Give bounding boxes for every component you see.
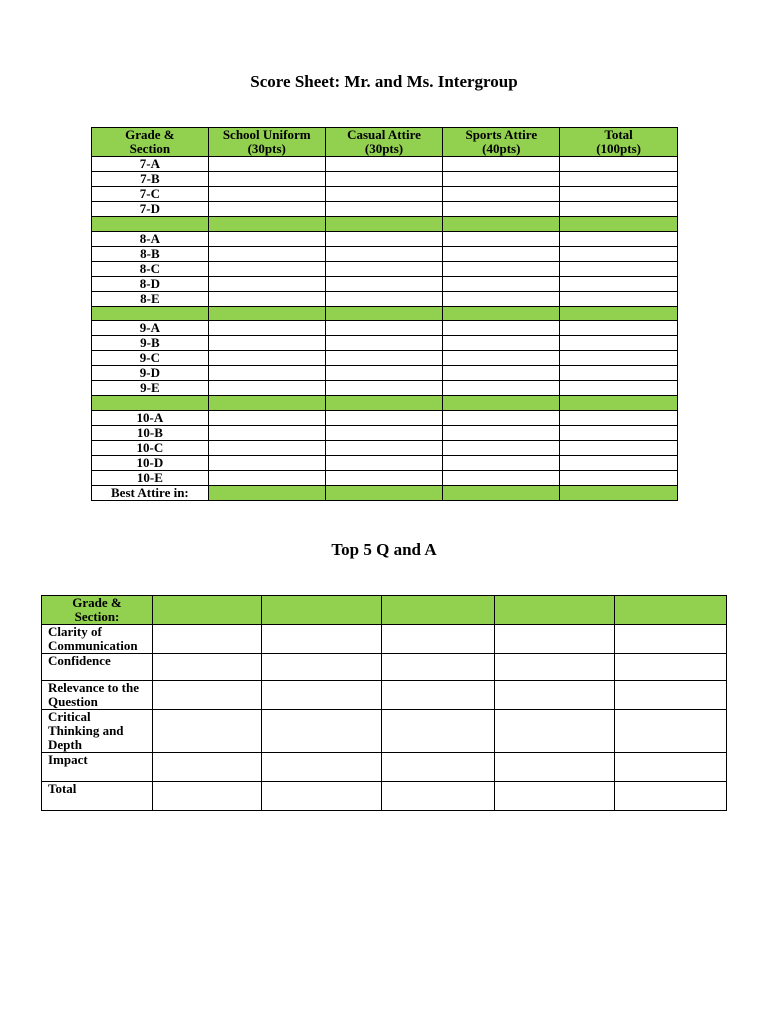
score-cell[interactable]	[560, 246, 678, 261]
section-row	[92, 425, 678, 440]
score-cell[interactable]	[153, 710, 262, 753]
score-cell[interactable]	[443, 321, 560, 336]
score-cell[interactable]	[495, 782, 615, 811]
score-cell[interactable]	[443, 351, 560, 366]
score-cell[interactable]	[560, 291, 678, 306]
score-cell[interactable]	[208, 187, 325, 202]
score-cell[interactable]	[208, 351, 325, 366]
score-cell[interactable]	[443, 172, 560, 187]
score-cell[interactable]	[560, 366, 678, 381]
qa-section-title: Top 5 Q and A	[331, 540, 437, 559]
score-cell[interactable]	[153, 753, 262, 782]
header-cell: Grade & Section:	[42, 596, 153, 625]
score-cell[interactable]	[560, 172, 678, 187]
score-cell[interactable]	[262, 625, 382, 654]
separator-cell	[208, 306, 325, 321]
score-cell[interactable]	[325, 261, 443, 276]
separator-cell	[92, 396, 209, 411]
best-attire-cell[interactable]	[208, 485, 325, 500]
separator-cell	[560, 217, 678, 232]
criteria-row	[42, 681, 727, 710]
separator-cell	[208, 396, 325, 411]
score-cell[interactable]	[325, 321, 443, 336]
score-cell[interactable]	[325, 470, 443, 485]
score-cell[interactable]	[262, 654, 382, 681]
criteria-label: Critical Thinking and Depth	[42, 710, 153, 753]
score-cell[interactable]	[560, 276, 678, 291]
section-row	[92, 187, 678, 202]
score-cell[interactable]	[443, 440, 560, 455]
section-label: 8-D	[92, 276, 209, 291]
score-cell[interactable]	[208, 231, 325, 246]
score-cell[interactable]	[325, 351, 443, 366]
score-cell[interactable]	[560, 321, 678, 336]
header-cell: Grade & Section	[92, 128, 209, 157]
score-cell[interactable]	[443, 246, 560, 261]
criteria-label: Impact	[42, 753, 153, 782]
separator-cell	[325, 396, 443, 411]
score-cell[interactable]	[325, 381, 443, 396]
candidate-header-cell[interactable]	[495, 596, 615, 625]
grade-separator-row	[92, 396, 678, 411]
grade-separator-row	[92, 306, 678, 321]
score-cell[interactable]	[208, 455, 325, 470]
score-cell[interactable]	[208, 261, 325, 276]
separator-cell	[92, 306, 209, 321]
score-cell[interactable]	[443, 381, 560, 396]
score-cell[interactable]	[443, 425, 560, 440]
best-attire-cell[interactable]	[560, 485, 678, 500]
separator-cell	[92, 217, 209, 232]
page-title: Score Sheet: Mr. and Ms. Intergroup	[250, 72, 518, 91]
score-cell[interactable]	[615, 625, 727, 654]
criteria-row	[42, 782, 727, 811]
score-cell[interactable]	[325, 291, 443, 306]
score-cell[interactable]	[208, 172, 325, 187]
table-header-row	[42, 596, 727, 625]
section-row	[92, 381, 678, 396]
criteria-label: Total	[42, 782, 153, 811]
score-cell[interactable]	[262, 710, 382, 753]
header-cell: School Uniform (30pts)	[208, 128, 325, 157]
section-label: 9-D	[92, 366, 209, 381]
score-cell[interactable]	[153, 681, 262, 710]
section-label: 7-B	[92, 172, 209, 187]
score-cell[interactable]	[325, 366, 443, 381]
table-header-row	[92, 128, 678, 157]
grade-separator-row	[92, 217, 678, 232]
separator-cell	[560, 396, 678, 411]
score-cell[interactable]	[325, 440, 443, 455]
score-cell[interactable]	[443, 261, 560, 276]
section-row	[92, 246, 678, 261]
section-row	[92, 336, 678, 351]
attire-score-table	[91, 127, 678, 501]
score-cell[interactable]	[615, 710, 727, 753]
score-cell[interactable]	[208, 425, 325, 440]
section-label: 10-D	[92, 455, 209, 470]
section-row	[92, 366, 678, 381]
score-cell[interactable]	[208, 321, 325, 336]
qa-score-table	[41, 595, 727, 811]
score-cell[interactable]	[443, 231, 560, 246]
score-cell[interactable]	[325, 231, 443, 246]
score-cell[interactable]	[443, 187, 560, 202]
score-cell[interactable]	[208, 157, 325, 172]
score-cell[interactable]	[443, 336, 560, 351]
best-attire-cell[interactable]	[443, 485, 560, 500]
score-cell[interactable]	[382, 654, 495, 681]
separator-cell	[443, 396, 560, 411]
score-cell[interactable]	[325, 455, 443, 470]
score-cell[interactable]	[153, 654, 262, 681]
score-cell[interactable]	[443, 276, 560, 291]
score-cell[interactable]	[382, 681, 495, 710]
section-row	[92, 351, 678, 366]
score-cell[interactable]	[262, 681, 382, 710]
score-cell[interactable]	[208, 276, 325, 291]
header-cell: Total (100pts)	[560, 128, 678, 157]
score-cell[interactable]	[325, 187, 443, 202]
section-row	[92, 291, 678, 306]
score-cell[interactable]	[615, 654, 727, 681]
score-cell[interactable]	[443, 410, 560, 425]
section-row	[92, 440, 678, 455]
section-label: 9-E	[92, 381, 209, 396]
section-label: 9-B	[92, 336, 209, 351]
separator-cell	[325, 306, 443, 321]
score-cell[interactable]	[560, 410, 678, 425]
candidate-header-cell[interactable]	[382, 596, 495, 625]
score-cell[interactable]	[560, 187, 678, 202]
section-row	[92, 470, 678, 485]
section-row	[92, 157, 678, 172]
section-row	[92, 202, 678, 217]
score-cell[interactable]	[443, 202, 560, 217]
section-label: 10-C	[92, 440, 209, 455]
score-cell[interactable]	[495, 710, 615, 753]
score-cell[interactable]	[382, 782, 495, 811]
section-row	[92, 231, 678, 246]
score-cell[interactable]	[560, 381, 678, 396]
score-cell[interactable]	[325, 172, 443, 187]
section-row	[92, 410, 678, 425]
score-cell[interactable]	[495, 753, 615, 782]
score-cell[interactable]	[208, 291, 325, 306]
best-attire-cell[interactable]	[325, 485, 443, 500]
section-label: 9-C	[92, 351, 209, 366]
section-row	[92, 321, 678, 336]
score-cell[interactable]	[153, 625, 262, 654]
score-cell[interactable]	[325, 336, 443, 351]
criteria-row	[42, 654, 727, 681]
criteria-row	[42, 753, 727, 782]
section-row	[92, 455, 678, 470]
criteria-row	[42, 625, 727, 654]
score-cell[interactable]	[208, 440, 325, 455]
score-cell[interactable]	[560, 157, 678, 172]
separator-cell	[443, 217, 560, 232]
score-cell[interactable]	[325, 157, 443, 172]
criteria-row	[42, 710, 727, 753]
section-label: 8-A	[92, 231, 209, 246]
score-cell[interactable]	[560, 351, 678, 366]
score-cell[interactable]	[208, 336, 325, 351]
score-cell[interactable]	[560, 231, 678, 246]
score-cell[interactable]	[615, 681, 727, 710]
section-row	[92, 261, 678, 276]
score-cell[interactable]	[560, 455, 678, 470]
section-label: 10-B	[92, 425, 209, 440]
section-label: 10-A	[92, 410, 209, 425]
score-cell[interactable]	[153, 782, 262, 811]
score-cell[interactable]	[325, 425, 443, 440]
score-cell[interactable]	[208, 366, 325, 381]
score-cell[interactable]	[382, 753, 495, 782]
score-cell[interactable]	[325, 276, 443, 291]
section-label: 8-C	[92, 261, 209, 276]
score-cell[interactable]	[443, 470, 560, 485]
section-label: 7-A	[92, 157, 209, 172]
section-row	[92, 172, 678, 187]
score-cell[interactable]	[615, 782, 727, 811]
separator-cell	[325, 217, 443, 232]
best-attire-label: Best Attire in:	[92, 485, 209, 500]
score-cell[interactable]	[615, 753, 727, 782]
score-cell[interactable]	[495, 654, 615, 681]
score-cell[interactable]	[325, 202, 443, 217]
score-cell[interactable]	[560, 336, 678, 351]
separator-cell	[208, 217, 325, 232]
score-cell[interactable]	[208, 381, 325, 396]
score-cell[interactable]	[443, 366, 560, 381]
score-cell[interactable]	[560, 202, 678, 217]
score-cell[interactable]	[495, 625, 615, 654]
score-cell[interactable]	[262, 753, 382, 782]
score-cell[interactable]	[382, 625, 495, 654]
score-cell[interactable]	[495, 681, 615, 710]
score-cell[interactable]	[208, 246, 325, 261]
score-cell[interactable]	[208, 470, 325, 485]
candidate-header-cell[interactable]	[262, 596, 382, 625]
score-cell[interactable]	[325, 410, 443, 425]
section-label: 10-E	[92, 470, 209, 485]
score-cell[interactable]	[560, 470, 678, 485]
separator-cell	[560, 306, 678, 321]
score-cell[interactable]	[560, 440, 678, 455]
section-label: 9-A	[92, 321, 209, 336]
score-cell[interactable]	[208, 202, 325, 217]
header-cell: Sports Attire (40pts)	[443, 128, 560, 157]
criteria-label: Confidence	[42, 654, 153, 681]
section-row	[92, 276, 678, 291]
criteria-label: Relevance to the Question	[42, 681, 153, 710]
score-cell[interactable]	[560, 425, 678, 440]
section-label: 8-E	[92, 291, 209, 306]
candidate-header-cell[interactable]	[615, 596, 727, 625]
section-label: 7-D	[92, 202, 209, 217]
candidate-header-cell[interactable]	[153, 596, 262, 625]
separator-cell	[443, 306, 560, 321]
score-cell[interactable]	[443, 291, 560, 306]
score-cell[interactable]	[382, 710, 495, 753]
header-cell: Casual Attire (30pts)	[325, 128, 443, 157]
score-cell[interactable]	[443, 157, 560, 172]
section-label: 7-C	[92, 187, 209, 202]
criteria-label: Clarity of Communication	[42, 625, 153, 654]
score-cell[interactable]	[208, 410, 325, 425]
best-attire-row	[92, 485, 678, 500]
score-cell[interactable]	[560, 261, 678, 276]
score-cell[interactable]	[325, 246, 443, 261]
score-cell[interactable]	[443, 455, 560, 470]
section-label: 8-B	[92, 246, 209, 261]
score-cell[interactable]	[262, 782, 382, 811]
